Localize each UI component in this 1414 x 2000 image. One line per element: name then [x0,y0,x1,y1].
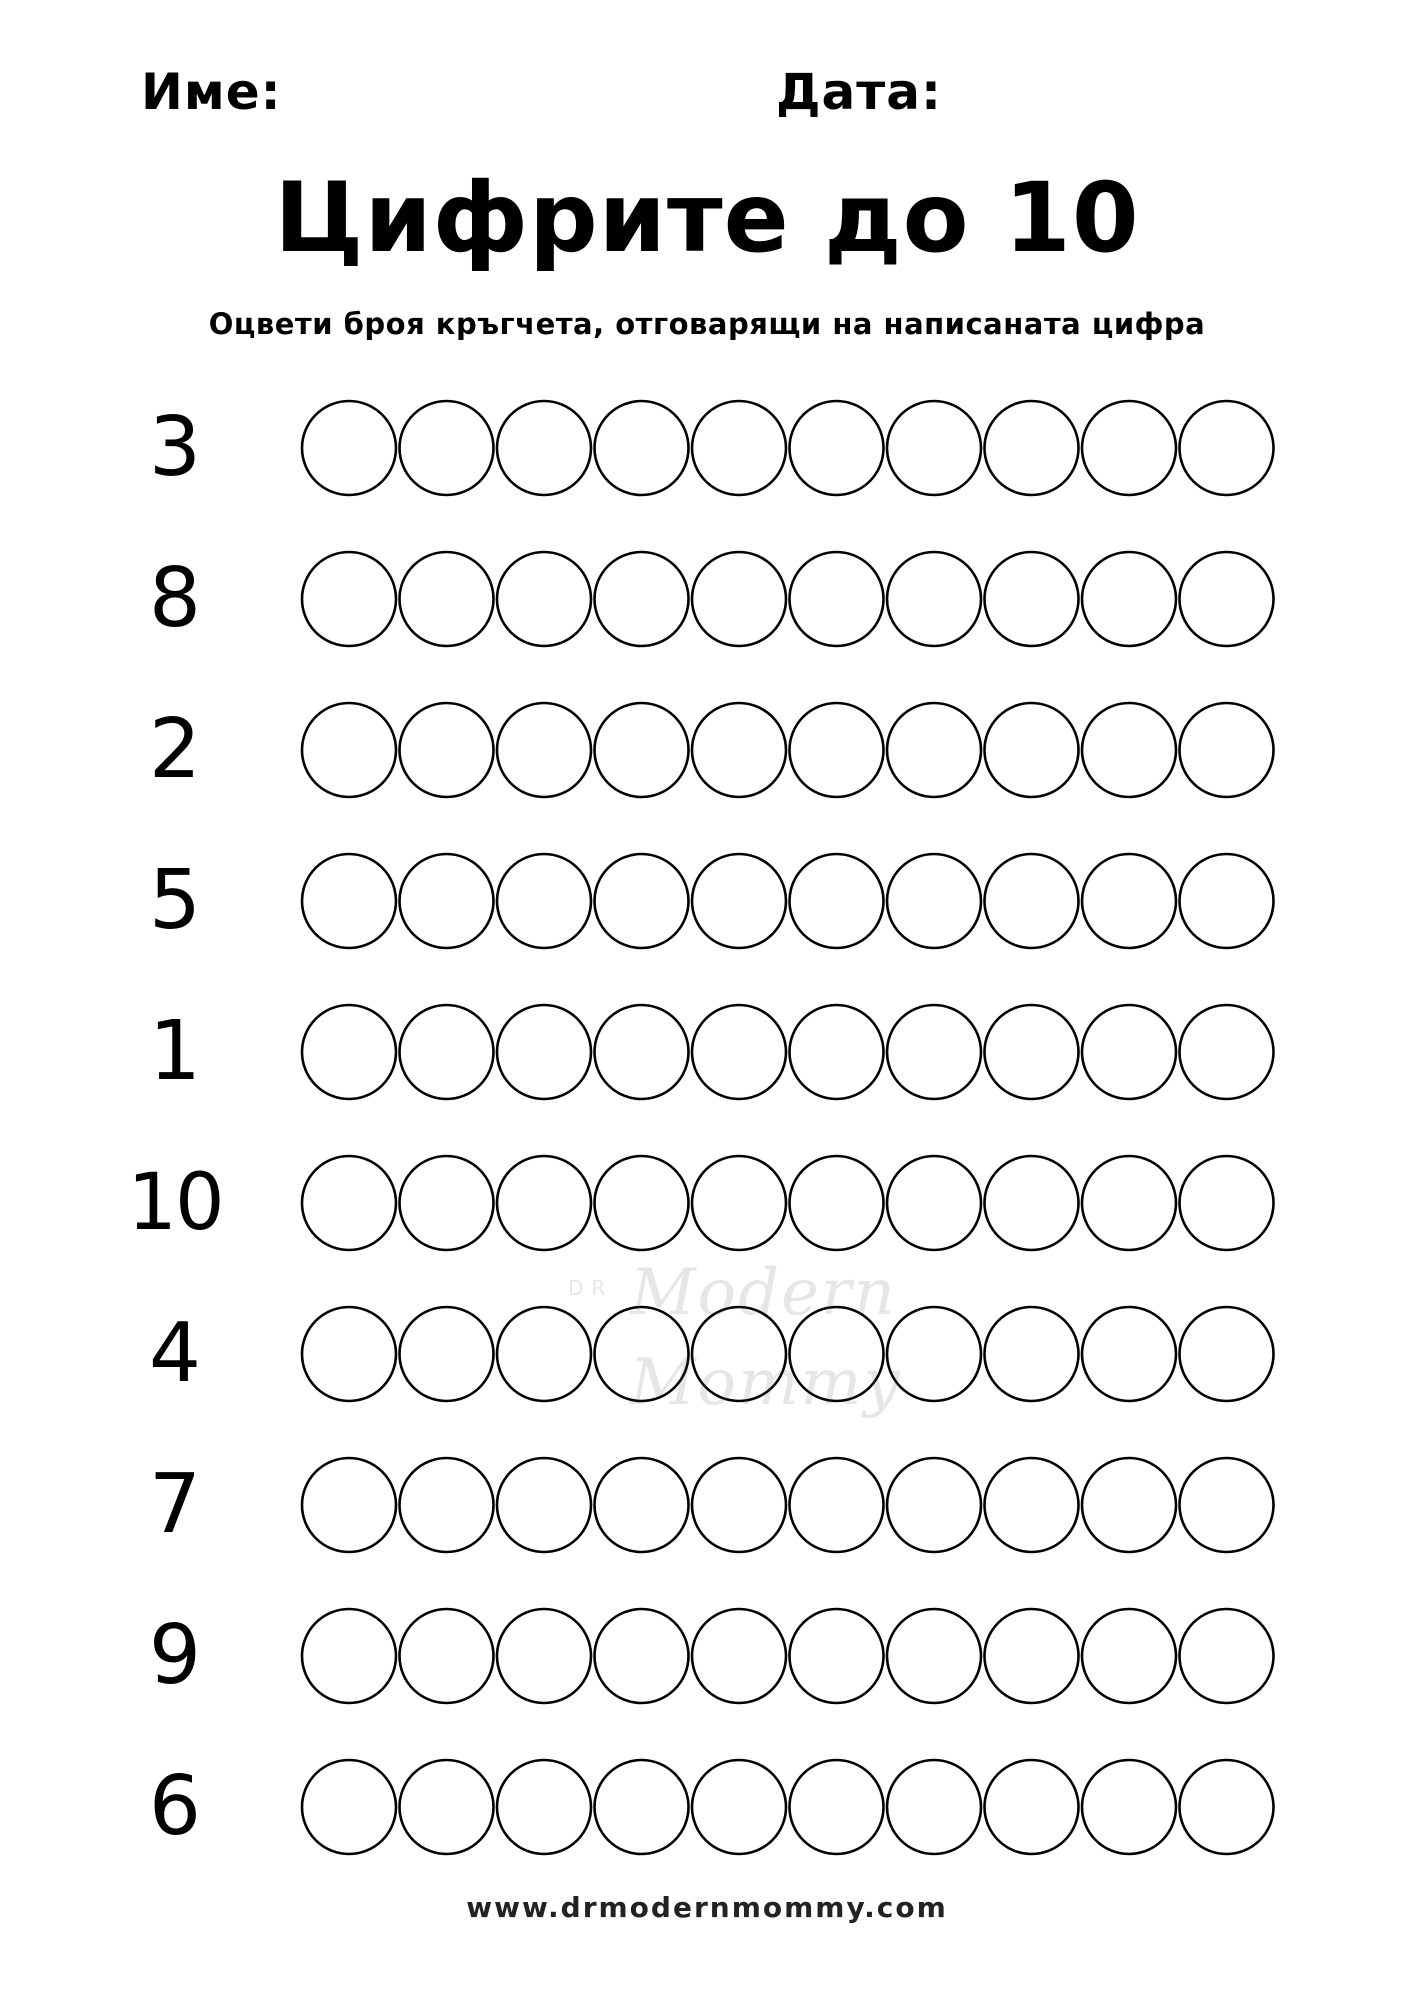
color-circle[interactable] [692,703,786,797]
color-circle[interactable] [595,703,689,797]
color-circle[interactable] [1082,1156,1176,1250]
worksheet-title: Цифрите до 10 [274,162,1140,274]
color-circle[interactable] [692,1307,786,1401]
color-circle[interactable] [595,401,689,495]
circles-svg [300,549,1280,649]
circle-group [300,1002,1280,1102]
color-circle[interactable] [1082,552,1176,646]
color-circle[interactable] [595,1156,689,1250]
number-row [0,1455,1414,1555]
color-circle[interactable] [1180,1005,1274,1099]
color-circle[interactable] [985,1609,1079,1703]
color-circle[interactable] [1180,552,1274,646]
color-circle[interactable] [985,1760,1079,1854]
color-circle[interactable] [302,552,396,646]
color-circle[interactable] [887,1458,981,1552]
color-circle[interactable] [302,1005,396,1099]
number-row [0,1002,1414,1102]
color-circle[interactable] [302,703,396,797]
color-circle[interactable] [302,401,396,495]
color-circle[interactable] [692,552,786,646]
color-circle[interactable] [497,1458,591,1552]
color-circle[interactable] [692,854,786,948]
color-circle[interactable] [595,1760,689,1854]
color-circle[interactable] [887,1760,981,1854]
row-number: 10 [127,1158,223,1248]
circles-svg [300,1757,1280,1857]
color-circle[interactable] [790,703,884,797]
color-circle[interactable] [790,401,884,495]
color-circle[interactable] [692,401,786,495]
color-circle[interactable] [1180,1458,1274,1552]
circle-group [300,1757,1280,1857]
color-circle[interactable] [1180,854,1274,948]
color-circle[interactable] [790,854,884,948]
number-row [0,1304,1414,1404]
color-circle[interactable] [302,1609,396,1703]
color-circle[interactable] [497,703,591,797]
watermark-text: Modern [630,1256,897,1330]
color-circle[interactable] [1180,1760,1274,1854]
color-circle[interactable] [887,1156,981,1250]
color-circle[interactable] [887,1609,981,1703]
color-circle[interactable] [302,1307,396,1401]
color-circle[interactable] [1180,1307,1274,1401]
number-row [0,1757,1414,1857]
circle-group [300,851,1280,951]
circle-group [300,398,1280,498]
color-circle[interactable] [985,1458,1079,1552]
color-circle[interactable] [887,1307,981,1401]
color-circle[interactable] [692,1458,786,1552]
color-circle[interactable] [1082,1307,1176,1401]
circles-svg [300,1304,1280,1404]
color-circle[interactable] [497,854,591,948]
row-number: 2 [148,702,202,797]
color-circle[interactable] [400,1609,494,1703]
number-row [0,1153,1414,1253]
color-circle[interactable] [692,1760,786,1854]
number-row [0,1606,1414,1706]
color-circle[interactable] [985,1307,1079,1401]
color-circle[interactable] [887,401,981,495]
color-circle[interactable] [302,1458,396,1552]
color-circle[interactable] [1082,1458,1176,1552]
row-number: 8 [148,551,202,646]
color-circle[interactable] [497,1760,591,1854]
color-circle[interactable] [497,552,591,646]
circle-group [300,549,1280,649]
color-circle[interactable] [400,552,494,646]
color-circle[interactable] [1180,703,1274,797]
color-circle[interactable] [400,1005,494,1099]
row-number: 9 [148,1608,202,1703]
circles-svg [300,1606,1280,1706]
color-circle[interactable] [790,1760,884,1854]
color-circle[interactable] [985,1156,1079,1250]
row-number: 7 [148,1457,202,1552]
color-circle[interactable] [887,854,981,948]
color-circle[interactable] [497,1005,591,1099]
color-circle[interactable] [1180,1156,1274,1250]
color-circle[interactable] [790,1156,884,1250]
color-circle[interactable] [400,1760,494,1854]
color-circle[interactable] [790,1307,884,1401]
number-row [0,549,1414,649]
color-circle[interactable] [302,1156,396,1250]
circles-svg [300,1153,1280,1253]
number-row [0,851,1414,951]
color-circle[interactable] [790,552,884,646]
color-circle[interactable] [302,854,396,948]
color-circle[interactable] [985,552,1079,646]
number-row [0,398,1414,498]
watermark-prefix: DR [568,1276,614,1300]
instruction-text: Оцвети броя кръгчета, отговарящи на написаната цифра [208,307,1206,341]
color-circle[interactable] [985,703,1079,797]
color-circle[interactable] [400,401,494,495]
color-circle[interactable] [595,1005,689,1099]
color-circle[interactable] [692,1005,786,1099]
circles-svg [300,1002,1280,1102]
color-circle[interactable] [497,1609,591,1703]
row-number: 6 [148,1759,202,1854]
row-number: 4 [148,1306,202,1401]
color-circle[interactable] [497,401,591,495]
name-label: Име: [141,63,282,121]
color-circle[interactable] [1082,1760,1176,1854]
color-circle[interactable] [790,1609,884,1703]
color-circle[interactable] [985,1005,1079,1099]
color-circle[interactable] [887,703,981,797]
color-circle[interactable] [1082,1609,1176,1703]
color-circle[interactable] [595,552,689,646]
footer-website: www.drmodernmommy.com [466,1891,948,1924]
color-circle[interactable] [497,1307,591,1401]
circle-group [300,1606,1280,1706]
color-circle[interactable] [1082,1005,1176,1099]
color-circle[interactable] [692,1609,786,1703]
color-circle[interactable] [790,1458,884,1552]
color-circle[interactable] [887,552,981,646]
color-circle[interactable] [595,1458,689,1552]
color-circle[interactable] [692,1156,786,1250]
color-circle[interactable] [1082,401,1176,495]
circles-svg [300,1455,1280,1555]
circles-svg [300,700,1280,800]
color-circle[interactable] [400,854,494,948]
color-circle[interactable] [400,1458,494,1552]
color-circle[interactable] [1082,703,1176,797]
row-number: 5 [148,853,202,948]
color-circle[interactable] [400,1156,494,1250]
circle-group [300,700,1280,800]
color-circle[interactable] [1180,1609,1274,1703]
date-label: Дата: [776,63,942,121]
color-circle[interactable] [595,1307,689,1401]
color-circle[interactable] [790,1005,884,1099]
circles-svg [300,398,1280,498]
color-circle[interactable] [595,1609,689,1703]
color-circle[interactable] [497,1156,591,1250]
color-circle[interactable] [985,401,1079,495]
color-circle[interactable] [595,854,689,948]
row-number: 1 [148,1004,202,1099]
color-circle[interactable] [887,1005,981,1099]
color-circle[interactable] [400,1307,494,1401]
circle-group [300,1455,1280,1555]
row-number: 3 [148,400,202,495]
color-circle[interactable] [1082,854,1176,948]
circles-svg [300,851,1280,951]
color-circle[interactable] [400,703,494,797]
circle-group [300,1304,1280,1404]
circle-group [300,1153,1280,1253]
color-circle[interactable] [985,854,1079,948]
color-circle[interactable] [1180,401,1274,495]
color-circle[interactable] [302,1760,396,1854]
number-row [0,700,1414,800]
